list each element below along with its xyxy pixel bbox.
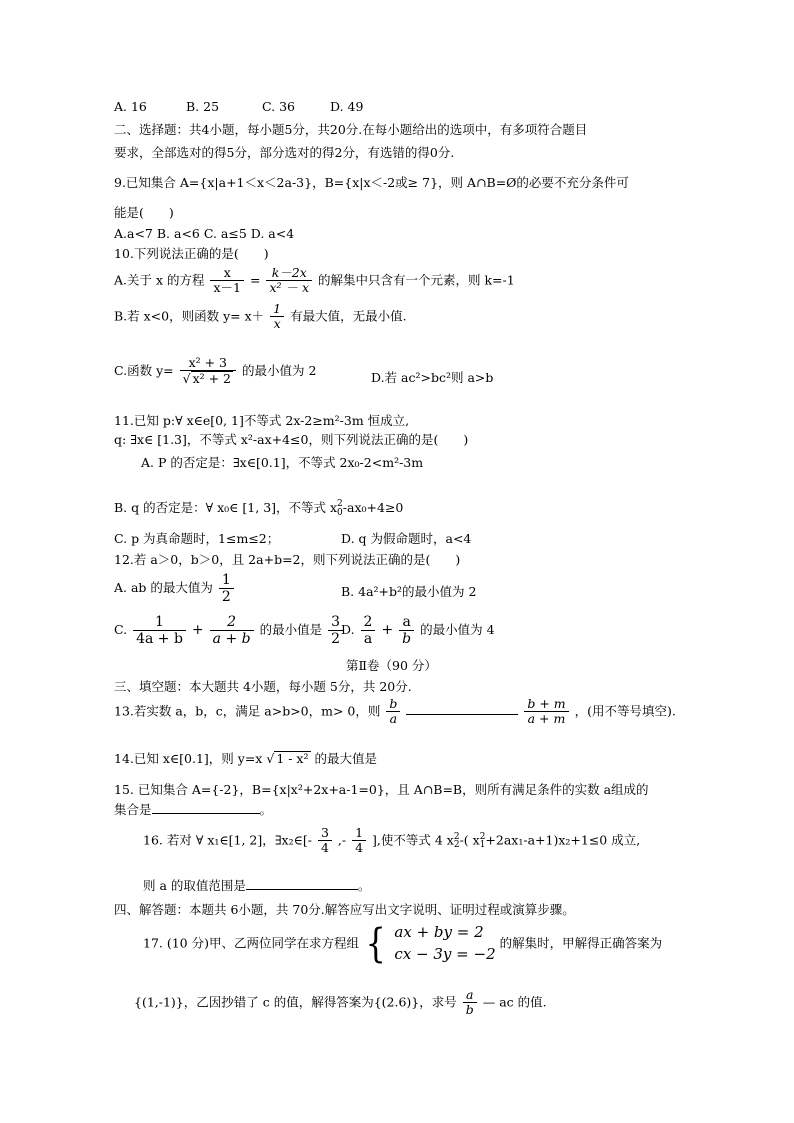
q16-post2: -( x [459, 832, 480, 848]
q8-option-b: B. 25 [186, 99, 220, 114]
q16-end: 。 [357, 878, 371, 893]
q10-stem: 10.下列说法正确的是( ) [114, 246, 269, 261]
q16-f1-num: 3 [318, 826, 332, 841]
q11-line2: q: ∃x∈ [1.3]，不等式 x²-ax+4≤0，则下列说法正确的是( ) [114, 432, 469, 447]
q16-script2: 2 1 [479, 831, 486, 850]
q17-f-den: b [465, 1002, 474, 1018]
q16-fraction2 [352, 826, 366, 856]
q16-script1: 2 2 [453, 831, 460, 850]
q12-c-f1-num: 1 [133, 614, 186, 631]
q17-eq1: ax + by = 2 [394, 923, 484, 941]
q17-f-num: a [463, 988, 477, 1003]
q10-option-b [114, 302, 407, 332]
q15-line2 [114, 802, 272, 817]
q12-c-fraction2 [210, 614, 254, 647]
q12-a-fraction [219, 572, 234, 605]
q12-a-pre: A. ab 的最大值为 [114, 580, 213, 596]
q14-post: 的最大值是 [314, 751, 377, 766]
q12-option-c: C. $\frac{1}{4a + b}$ + $\frac{2}{a + b}$ 的最小值是 $\frac{3}{2}$ [114, 614, 345, 647]
q10-option-d: D.若 ac²>bc²则 a>b [371, 370, 494, 385]
q12-d-fraction2 [399, 614, 414, 647]
q10-b-fraction [270, 302, 284, 332]
q12-d-f2-den: b [402, 631, 412, 648]
q10-c-f-den: x² + 2 [192, 371, 231, 387]
section2-line2: 要求，全部选对的得5分，部分选对的得2分，有选错的得0分. [114, 145, 455, 160]
q16-f1-den: 4 [320, 840, 329, 856]
q12-c-f2-num: 2 [210, 614, 254, 631]
q10-b-pre: B.若 x<0，则函数 y= x＋ [114, 308, 265, 324]
q10-c-fraction [180, 356, 236, 387]
q17-line2 [134, 988, 547, 1018]
q9-options: A.a<7 B. a<6 C. a≤5 D. a<4 [114, 226, 295, 241]
q10-a-post: 的解集中只含有一个元素，则 k=-1 [318, 272, 515, 288]
q12-option-a [114, 572, 236, 605]
section4-heading: 四、解答题：本题共 6小题，共 70分.解答应写出文字说明、证明过程或演算步骤。 [114, 902, 575, 917]
q13-post: ，(用不等号填空). [574, 703, 676, 719]
q15-end: 。 [259, 802, 273, 817]
q10-c-den-wrap: √ x² + 2 [182, 371, 231, 387]
q17-line2-post: — ac 的值. [482, 994, 547, 1010]
q13-answer-blank[interactable] [406, 703, 518, 715]
q10-a-eq: = [249, 272, 261, 288]
q16-pre: 16. 若对 ∀ x₁∈[1, 2]，∃x₂∈[- [143, 832, 312, 848]
q13-f2-den: a + m [527, 711, 566, 727]
section2-line1: 二、选择题：共4小题，每小题5分，共20分.在每小题给出的选项中，有多项符合题目 [114, 122, 588, 137]
q15-line2-text: 集合是 [114, 802, 152, 817]
q12-c-f1-den: 4a + b [136, 631, 183, 648]
q12-c-fraction1 [133, 614, 186, 647]
q13-pre: 13.若实数 a，b，c，满足 a>b>0，m> 0，则 [114, 703, 381, 719]
q8-option-a: A. 16 [114, 99, 147, 114]
q13-f2-num: b + m [524, 697, 568, 712]
q10-b-f-den: x [273, 316, 281, 332]
q12-stem: 12.若 a＞0，b＞0，且 2a+b=2，则下列说法正确的是( ) [114, 552, 461, 567]
q10-b-f-num: 1 [270, 302, 284, 317]
q14 [114, 751, 377, 766]
q17-line1 [143, 922, 662, 966]
q12-option-d: D. $\frac{2}{a}$ + $\frac{a}{b}$ 的最小值为 4 [341, 614, 495, 648]
q10-a-fraction2 [266, 266, 312, 296]
q12-c-f2-den: a + b [212, 631, 251, 648]
q12-d-f1-den: a [363, 631, 373, 648]
q8-option-d: D. 49 [330, 99, 364, 114]
q9-line1: 9.已知集合 A={x|a+1＜x＜2a-3}，B={x|x＜-2或≥ 7}，则 A∩B=Ø的必要不充分条件可 [114, 175, 629, 190]
q17-line2-pre: {(1,-1)}，乙因抄错了 c 的值，解得答案为{(2.6)}，求号 [134, 994, 457, 1010]
q12-c-pre: C. [114, 622, 128, 638]
q17-pre: 17. (10 分)甲、乙两位同学在求方程组 [143, 935, 359, 951]
q11-b-post: -ax₀+4≥0 [342, 500, 404, 515]
q17-fraction [463, 988, 477, 1018]
q10-c-post: 的最小值为 2 [241, 362, 317, 378]
q14-sqrt: 1 - x² [276, 751, 309, 766]
q12-option-b: B. 4a²+b²的最小值为 2 [341, 584, 477, 599]
q17-system [394, 922, 495, 966]
q16-line2 [143, 878, 370, 893]
q10-option-c [114, 356, 316, 387]
q11-option-d: D. q 为假命题时，a<4 [341, 531, 472, 546]
q13-fraction1 [386, 697, 400, 727]
q12-d-f2-num: a [399, 614, 414, 631]
q11-b-pre: B. q 的否定是：∀ x₀∈ [1, 3]，不等式 x [114, 500, 338, 515]
q11-line1: 11.已知 p:∀ x∈e[0, 1]不等式 2x-2≥m²-3m 恒成立, [114, 413, 410, 428]
q14-sqrt-wrap: √ 1 - x² [266, 751, 309, 766]
q16-post3: +2ax₁-a+1)x₂+1≤0 成立, [485, 832, 641, 848]
q10-c-f-num: x² + 3 [180, 356, 236, 371]
q11-option-a: A. P 的否定是：∃x∈[0.1]，不等式 2x₀-2<m²-3m [141, 455, 424, 470]
q13-f1-num: b [386, 697, 400, 712]
q10-b-post: 有最大值，无最小值. [290, 308, 407, 324]
q12-c-v-num: 3 [328, 614, 343, 631]
q12-d-pre: D. [341, 622, 355, 638]
q14-pre: 14.已知 x∈[0.1]，则 y=x [114, 751, 263, 766]
part2-title: 第Ⅱ卷（90 分） [346, 658, 437, 673]
q17-post: 的解集时，甲解得正确答案为 [499, 935, 663, 951]
q16-line1 [143, 826, 640, 856]
q12-c-mid: 的最小值是 [259, 622, 323, 638]
q16-answer-blank[interactable] [246, 878, 358, 890]
q16-f2-den: 4 [355, 840, 364, 856]
q11-b-script: 2 0 [337, 499, 343, 518]
q16-line2-text: 则 a 的取值范围是 [143, 878, 246, 893]
q13-fraction2 [524, 697, 568, 727]
q11-option-c: C. p 为真命题时，1≤m≤2； [114, 531, 280, 546]
q10-c-pre: C.函数 y= [114, 362, 174, 378]
q15-line1: 15. 已知集合 A={-2}，B={x|x²+2x+a-1=0}，且 A∩B=B，则所有满足条件的实数 a组成的 [114, 782, 649, 797]
q10-a-f1-num: x [210, 266, 244, 281]
q12-c-v-den: 2 [331, 631, 340, 648]
q10-a-f2-den: x² － x [269, 280, 310, 296]
q13 [114, 697, 676, 727]
q12-a-den: 2 [221, 589, 231, 606]
q10-a-pre: A.关于 x 的方程 [114, 272, 205, 288]
q17-brace: { [365, 920, 386, 967]
q10-a-fraction1 [210, 266, 244, 296]
q16-f2-num: 1 [352, 826, 366, 841]
q16-post: ],使不等式 4 x [372, 832, 454, 848]
q13-f1-den: a [389, 711, 398, 727]
q9-line2: 能是( ) [114, 205, 174, 220]
q12-a-num: 1 [219, 572, 234, 589]
q8-option-c: C. 36 [262, 99, 295, 114]
section3-heading: 三、填空题：本大题共 4小题，每小题 5分，共 20分. [114, 679, 412, 694]
q12-d-f1-num: 2 [361, 614, 376, 631]
q10-a-f2-num: k－2x [266, 266, 312, 281]
q12-d-fraction1 [361, 614, 376, 647]
q17-eq2: cx − 3y = −2 [394, 944, 496, 963]
q10-option-a [114, 266, 515, 296]
q16-mid: ,- [337, 832, 347, 848]
q16-fraction1 [318, 826, 332, 856]
q12-d-post: 的最小值为 4 [420, 622, 495, 638]
q15-answer-blank[interactable] [152, 802, 260, 814]
q11-option-b [114, 500, 403, 517]
q10-a-f1-den: x－1 [213, 280, 241, 296]
